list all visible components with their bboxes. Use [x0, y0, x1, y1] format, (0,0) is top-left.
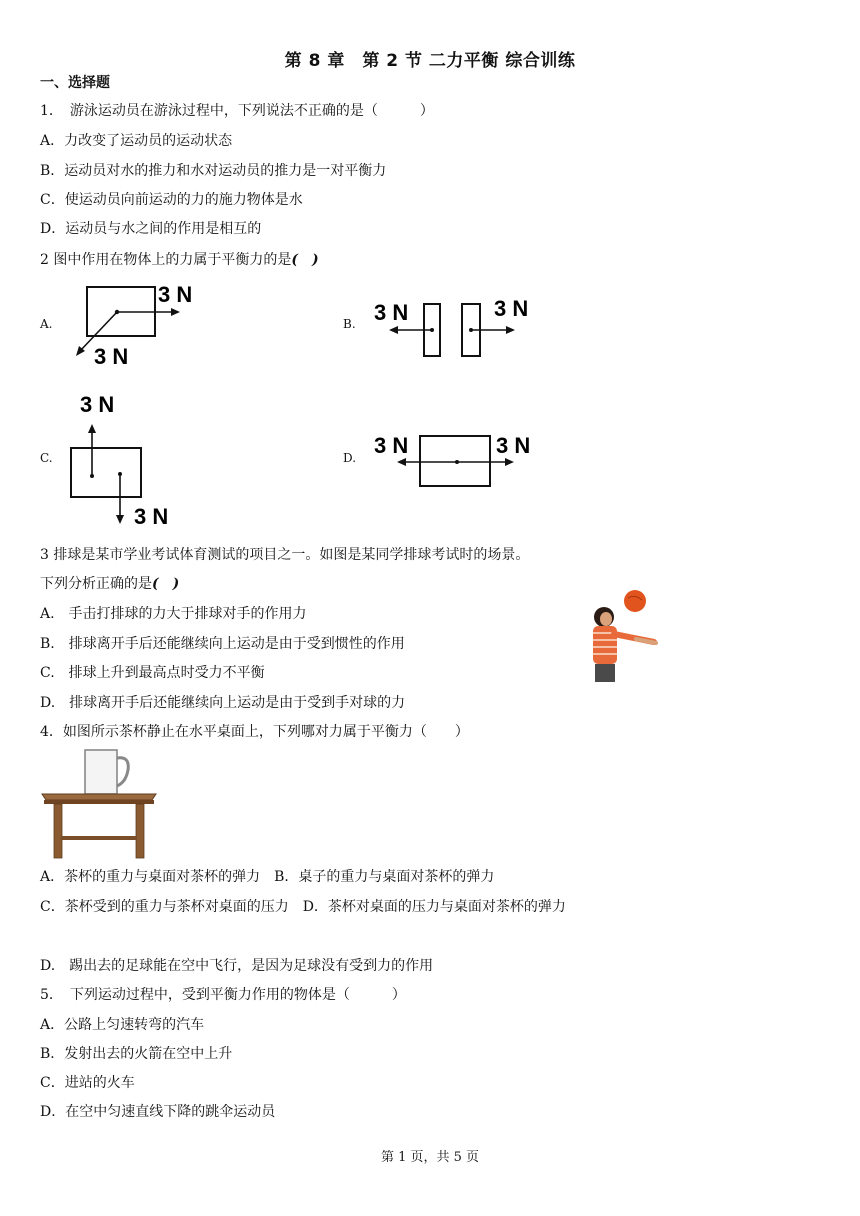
section-heading: 一、选择题	[40, 75, 110, 91]
question-5-stem: 5． 下列运动过程中，受到平衡力作用的物体是（ ）	[40, 987, 406, 1003]
question-5-option-d[interactable]: D．在空中匀速直线下降的跳伞运动员	[40, 1104, 276, 1120]
figure-b-label[interactable]: B.	[343, 317, 356, 331]
page-footer: 第 1 页，共 5 页	[380, 1150, 480, 1165]
question-3-option-c[interactable]: C. 排球上升到最高点时受力不平衡	[40, 665, 265, 681]
question-1-stem: 1． 游泳运动员在游泳过程中，下列说法不正确的是（ ）	[40, 103, 434, 119]
question-4-options-row-1[interactable]: A．茶杯的重力与桌面对茶杯的弹力 B．桌子的重力与桌面对茶杯的弹力	[40, 869, 495, 885]
figure-c-label[interactable]: C.	[40, 451, 53, 465]
question-4-stem: 4．如图所示茶杯静止在水平桌面上，下列哪对力属于平衡力（ ）	[40, 724, 469, 740]
question-2-stem	[40, 249, 319, 269]
question-5-option-a[interactable]: A．公路上匀速转弯的汽车	[40, 1017, 205, 1033]
force-label-c1: 3 N	[80, 392, 115, 417]
force-label-a2: 3 N	[94, 344, 129, 369]
force-label-b2: 3 N	[494, 296, 529, 321]
question-3-stem-2	[40, 573, 179, 593]
force-label-a1: 3 N	[158, 282, 193, 307]
stray-option-d[interactable]: D. 踢出去的足球能在空中飞行，是因为足球没有受到力的作用	[40, 958, 434, 974]
force-label-d1: 3 N	[374, 433, 409, 458]
force-label-b1: 3 N	[374, 300, 409, 325]
question-5-option-b[interactable]: B．发射出去的火箭在空中上升	[40, 1046, 233, 1062]
figure-d-label[interactable]: D.	[343, 451, 357, 465]
question-1-option-d[interactable]: D．运动员与水之间的作用是相互的	[40, 221, 262, 237]
figure-a-label[interactable]: A.	[40, 317, 53, 331]
question-2-stem-text: 2 图中作用在物体上的力属于平衡力的是	[40, 252, 292, 268]
page-title: 第 8 章 第 2 节 二力平衡 综合训练	[284, 51, 576, 71]
question-1-option-b[interactable]: B．运动员对水的推力和水对运动员的推力是一对平衡力	[40, 163, 387, 179]
figure-d-diagram	[370, 426, 550, 492]
force-label-d2: 3 N	[496, 433, 531, 458]
force-label-c2: 3 N	[134, 504, 169, 529]
question-3-paren: ( )	[152, 576, 180, 592]
question-2-paren: ( )	[291, 252, 319, 268]
question-1-option-a[interactable]: A．力改变了运动员的运动状态	[40, 133, 233, 149]
question-3-option-a[interactable]: A. 手击打排球的力大于排球对手的作用力	[40, 606, 307, 622]
question-3-option-b[interactable]: B. 排球离开手后还能继续向上运动是由于受到惯性的作用	[40, 636, 405, 652]
figure-b-diagram	[370, 290, 540, 362]
question-1-option-c[interactable]: C．使运动员向前运动的力的施力物体是水	[40, 192, 303, 208]
volleyball-player-image	[584, 588, 660, 684]
figure-c-diagram	[66, 388, 186, 530]
question-3-option-d[interactable]: D. 排球离开手后还能继续向上运动是由于受到手对球的力	[40, 695, 406, 711]
question-5-option-c[interactable]: C．进站的火车	[40, 1075, 135, 1091]
question-3-stem-2-text: 下列分析正确的是	[40, 576, 152, 592]
question-4-options-row-2[interactable]: C．茶杯受到的重力与茶杯对桌面的压力 D．茶杯对桌面的压力与桌面对茶杯的弹力	[40, 899, 566, 915]
question-3-stem: 3 排球是某市学业考试体育测试的项目之一。如图是某同学排球考试时的场景。	[40, 547, 530, 563]
figure-a-diagram	[70, 278, 210, 370]
teacup-on-table-image	[40, 748, 160, 860]
